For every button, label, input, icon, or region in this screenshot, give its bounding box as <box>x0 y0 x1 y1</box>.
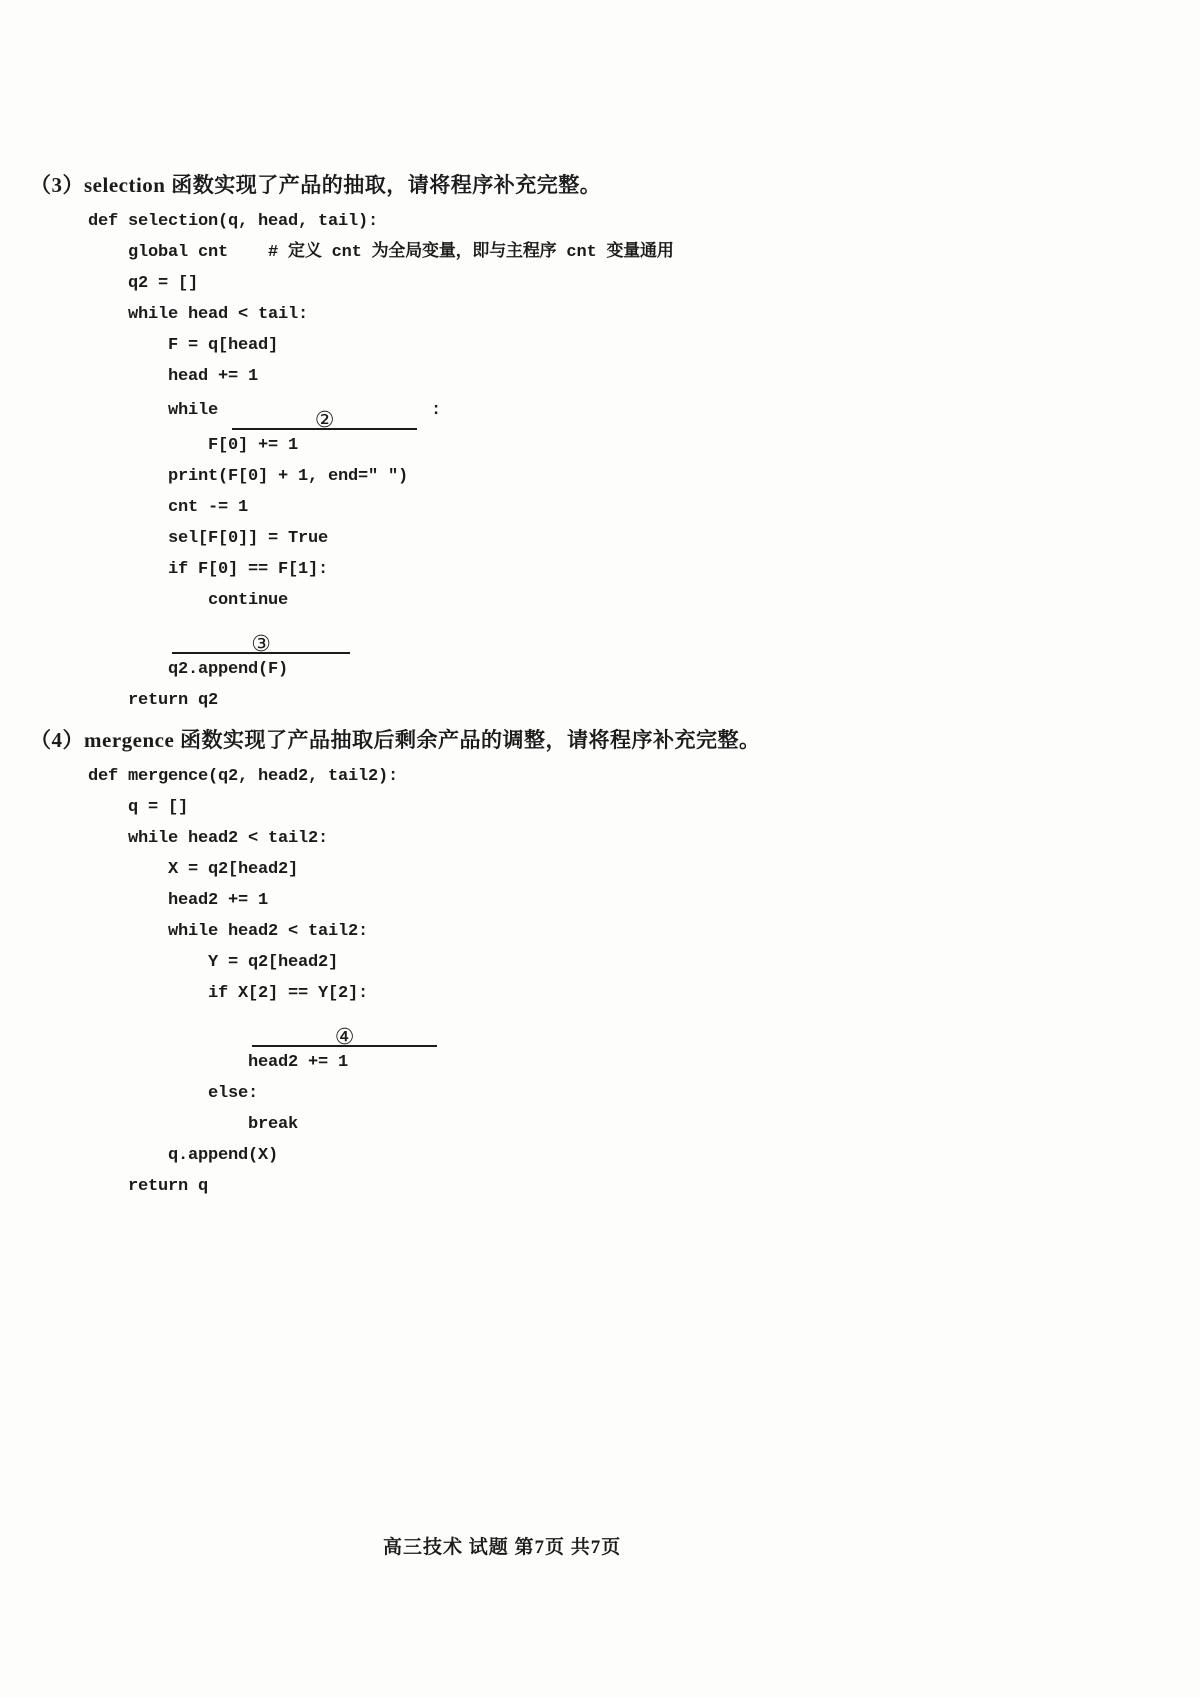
code-line <box>30 854 1180 885</box>
code-text: while head < tail: <box>128 305 309 324</box>
code-line <box>30 885 1180 916</box>
code-line <box>30 1078 1180 1109</box>
answer-blank-3 <box>172 632 350 658</box>
question-4-code-block <box>30 761 1180 1202</box>
code-text: def selection(q, head, tail): <box>88 212 379 231</box>
question-3-heading: （3）selection 函数实现了产品的抽取，请将程序补充完整。 <box>30 173 602 197</box>
code-line <box>30 916 1180 947</box>
code-text: cnt -= 1 <box>168 498 249 517</box>
code-line <box>30 206 1180 237</box>
code-line <box>30 1047 1180 1078</box>
code-line <box>30 978 1180 1009</box>
answer-blank-4 <box>252 1025 437 1051</box>
page-footer: 高三技术 试题 第7页 共7页 <box>383 1537 622 1558</box>
code-text: head += 1 <box>168 367 259 386</box>
code-line <box>30 554 1180 585</box>
code-line <box>30 330 1180 361</box>
code-text: while <box>168 401 229 420</box>
code-line <box>30 237 1180 268</box>
code-line <box>30 268 1180 299</box>
code-text: q2 = [] <box>128 274 199 293</box>
code-line <box>30 947 1180 978</box>
code-text: break <box>248 1115 299 1134</box>
code-line <box>30 523 1180 554</box>
question-4-heading: （4）mergence 函数实现了产品抽取后剩余产品的调整，请将程序补充完整。 <box>30 728 761 752</box>
code-text: : <box>421 401 442 420</box>
code-line <box>30 492 1180 523</box>
code-line <box>30 1009 1180 1051</box>
code-text: if F[0] == F[1]: <box>168 560 329 579</box>
circled-number-4-icon: ④ <box>334 1025 355 1051</box>
circled-number-2-icon: ② <box>314 408 335 434</box>
code-line <box>30 1171 1180 1202</box>
code-text: continue <box>208 591 289 610</box>
code-line <box>30 430 1180 461</box>
code-text: head2 += 1 <box>168 891 269 910</box>
answer-blank-2 <box>232 408 417 434</box>
page-content <box>30 168 1180 1202</box>
code-text: q.append(X) <box>168 1146 279 1165</box>
code-text: Y = q2[head2] <box>208 953 339 972</box>
code-text: X = q2[head2] <box>168 860 299 879</box>
code-text: if X[2] == Y[2]: <box>208 984 369 1003</box>
code-line <box>30 585 1180 616</box>
code-text: head2 += 1 <box>248 1053 349 1072</box>
code-text: print(F[0] + 1, end=" ") <box>168 467 409 486</box>
code-line <box>30 361 1180 392</box>
code-line <box>30 761 1180 792</box>
code-line <box>30 1109 1180 1140</box>
code-text: F = q[head] <box>168 336 279 355</box>
code-line <box>30 616 1180 658</box>
code-line <box>30 654 1180 685</box>
code-text: F[0] += 1 <box>208 436 299 455</box>
code-line <box>30 1140 1180 1171</box>
code-line <box>30 299 1180 330</box>
code-line <box>30 461 1180 492</box>
code-line <box>30 823 1180 854</box>
code-text: global cnt # 定义 cnt 为全局变量，即与主程序 cnt 变量通用 <box>128 243 674 262</box>
code-text: return q2 <box>128 691 219 710</box>
code-text: def mergence(q2, head2, tail2): <box>88 767 399 786</box>
code-text: else: <box>208 1084 259 1103</box>
circled-number-3-icon: ③ <box>251 632 271 658</box>
code-line <box>30 685 1180 716</box>
code-text: q2.append(F) <box>168 660 289 679</box>
code-line <box>30 792 1180 823</box>
code-text: while head2 < tail2: <box>168 922 369 941</box>
code-text: sel[F[0]] = True <box>168 529 329 548</box>
code-text: q = [] <box>128 798 189 817</box>
code-text: return q <box>128 1177 209 1196</box>
code-text: while head2 < tail2: <box>128 829 329 848</box>
code-line <box>30 392 1180 434</box>
question-3-code-block <box>30 206 1180 716</box>
